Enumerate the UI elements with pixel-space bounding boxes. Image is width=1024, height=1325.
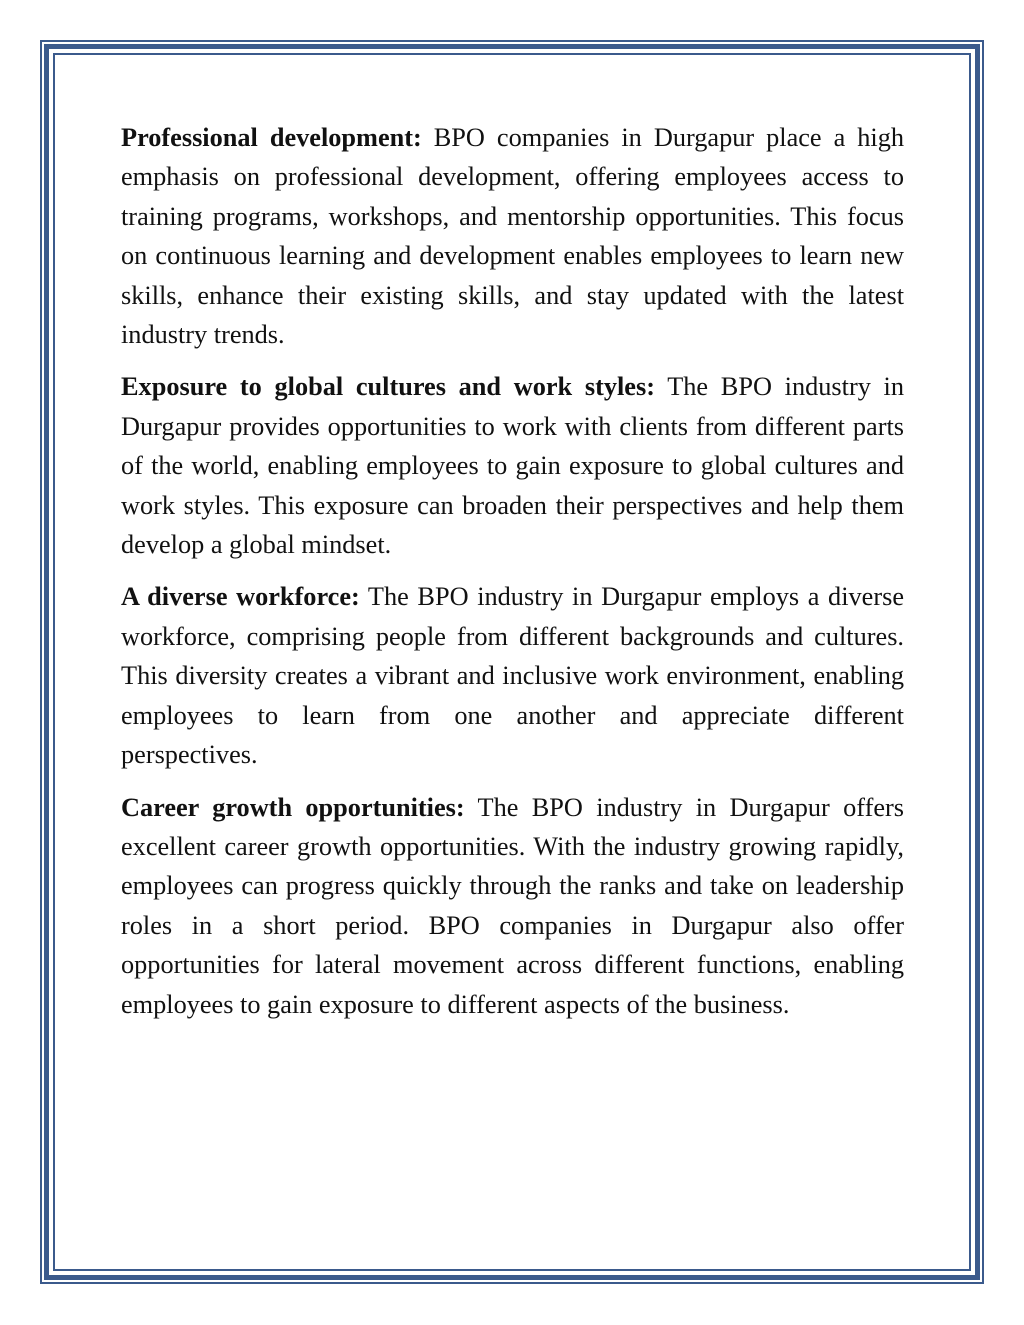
document-body <box>121 118 904 1037</box>
paragraph-career-growth <box>121 788 904 1024</box>
paragraph-heading: Career growth opportunities: <box>121 792 465 822</box>
paragraph-text: BPO companies in Durgapur place a high emphasis on professional development, offering employees access to training programs, workshops, and mentorship opportunities. This focus on continuous learning and development enables employees to learn new skills, enhance their existing skills, and stay updated with the latest industry trends. <box>121 123 905 350</box>
paragraph-global-exposure <box>121 367 904 564</box>
paragraph-text: The BPO industry in Durgapur offers excellent career growth opportunities. With the industry growing rapidly, employees can progress quickly through the ranks and take on leadership roles in a short period. BPO companies in Durgapur also offer opportunities for lateral movement across different functions, enabling employees to gain exposure to different aspects of the business. <box>121 792 904 1019</box>
paragraph-heading: Professional development: <box>121 123 422 152</box>
paragraph-professional-development <box>121 118 904 354</box>
paragraph-text: The BPO industry in Durgapur employs a diverse workforce, comprising people from different backgrounds and cultures. This diversity creates a vibrant and inclusive work environment, enabling employees to learn from one another and appreciate different perspectives. <box>121 582 904 770</box>
paragraph-heading: A diverse workforce: <box>121 582 360 612</box>
paragraph-text: The BPO industry in Durgapur provides opportunities to work with clients from different parts of the world, enabling employees to gain exposure to global cultures and work styles. This exposure can broaden their perspectives and help them develop a global mindset. <box>121 372 904 560</box>
paragraph-diverse-workforce <box>121 577 904 774</box>
paragraph-heading: Exposure to global cultures and work styles: <box>121 372 655 402</box>
